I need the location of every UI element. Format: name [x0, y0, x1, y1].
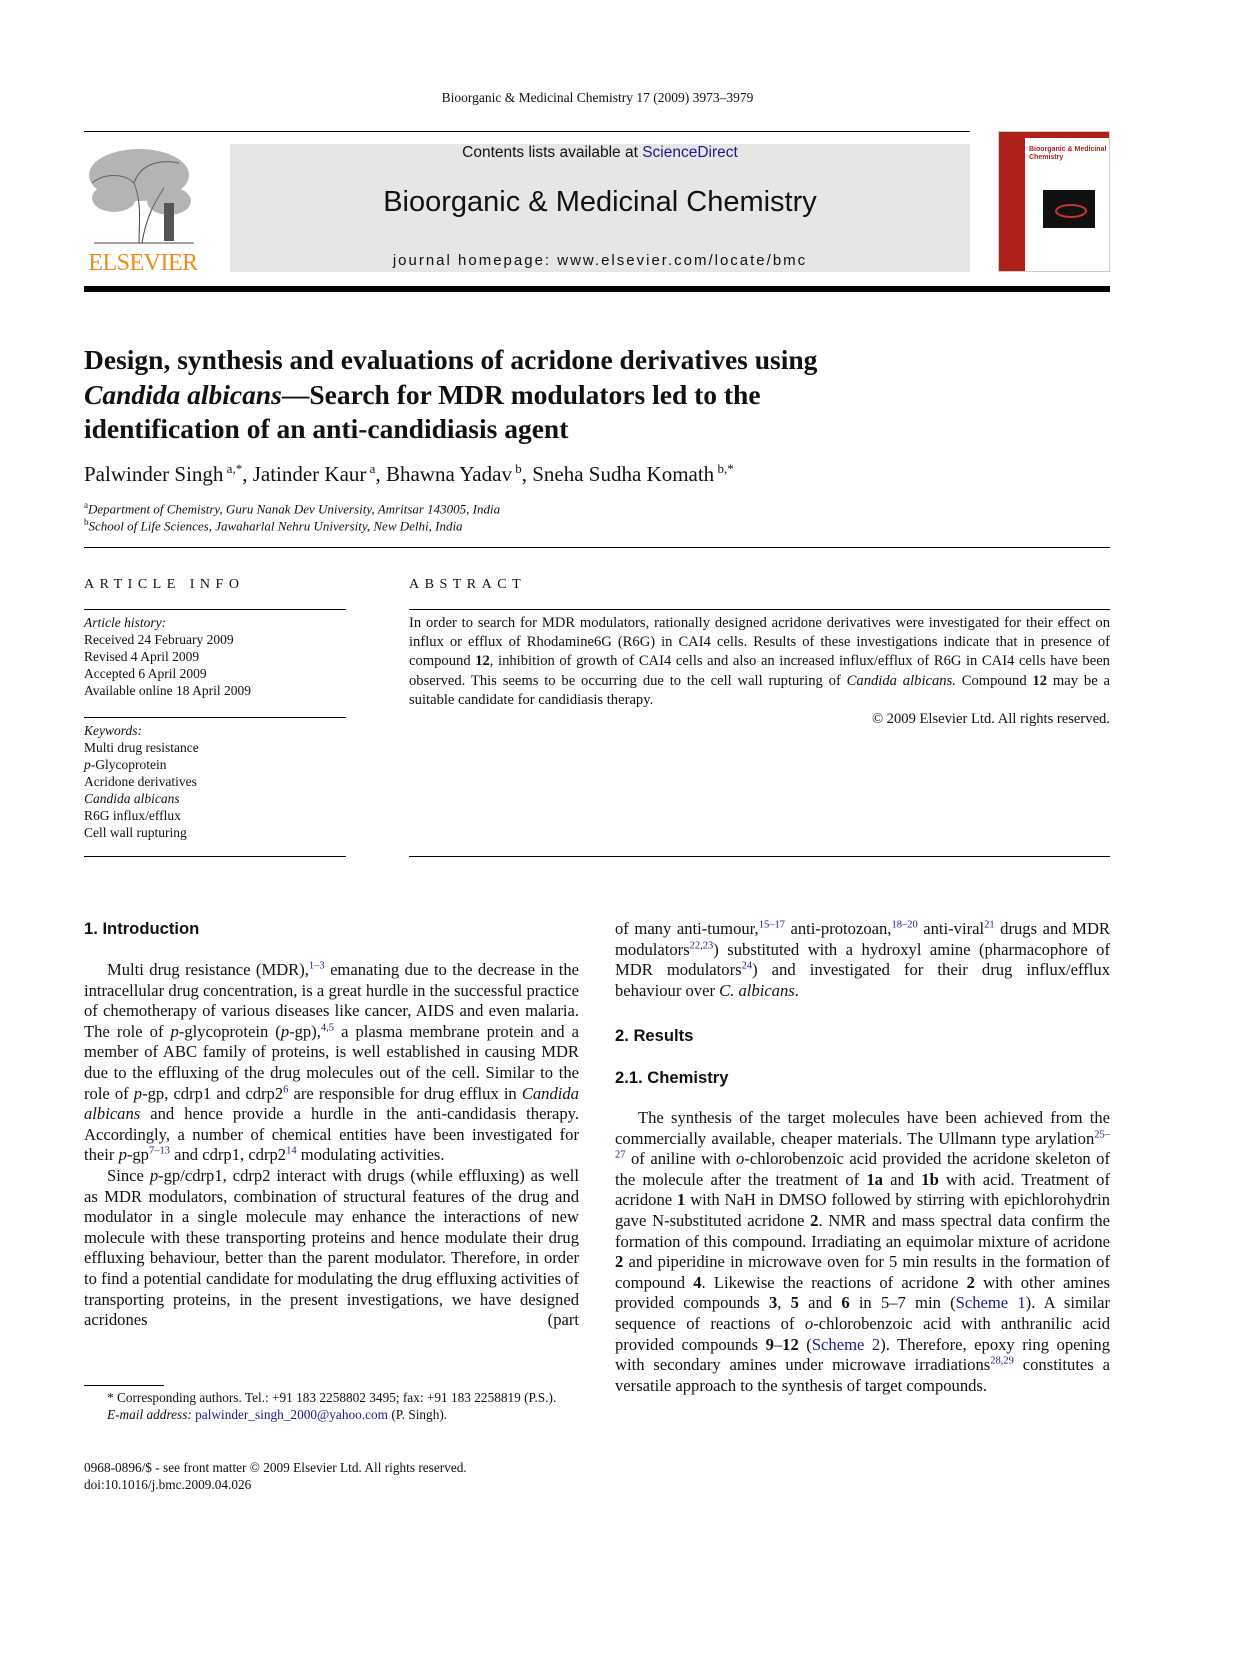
italic-run: p	[133, 1083, 143, 1103]
text-run: .	[794, 980, 799, 1000]
text-run: ) substituted with a hydroxyl amine (pharmacophore of MDR modulators	[615, 939, 1110, 980]
italic-run: o	[804, 1313, 814, 1333]
keyword	[84, 756, 199, 773]
aff-sup: b	[84, 517, 89, 527]
affiliation-b	[84, 517, 463, 534]
cover-title: Bioorganic & Medicinal Chemistry	[1029, 146, 1107, 161]
text-run: in 5–7 min (	[849, 1293, 956, 1313]
intro-heading: 1. Introduction	[84, 919, 200, 938]
italic-run: p	[170, 1021, 179, 1041]
text-run: Multi drug resistance (MDR),	[107, 960, 309, 979]
journal-homepage[interactable]: journal homepage: www.elsevier.com/locate/bmc	[392, 252, 808, 269]
text-run: anti-protozoan,	[784, 919, 892, 938]
divider	[84, 609, 346, 610]
journal-cover	[998, 131, 1110, 272]
chemistry-text	[615, 1108, 1110, 1396]
compound-number: 3	[768, 1293, 778, 1313]
top-rule	[84, 131, 970, 132]
text-run: . NMR and mass spectral data confirm the formation of this compound. Irradiating an equimolar mixture of acridone	[615, 1210, 1110, 1251]
issn: 0968-0896/$ - see front matter © 2009 Elsevier Ltd. All rights reserved.	[84, 1460, 467, 1475]
text-run: ). Therefore, epoxy ring opening with secondary amines under microwave irradiations	[615, 1334, 1110, 1375]
author-affiliation-sup: b,*	[714, 461, 734, 476]
compound-number: 2	[966, 1272, 975, 1292]
author-affiliation-sup: a,*	[223, 461, 243, 476]
history-entry: Accepted 6 April 2009	[84, 666, 207, 681]
italic-run: o	[736, 1149, 745, 1169]
text-run: -chlorobenzoic acid with anthranilic acid provided compounds	[615, 1313, 1110, 1354]
divider	[409, 609, 1110, 610]
author-affiliation-sup: a	[366, 461, 376, 476]
compound-number: 2	[810, 1210, 819, 1230]
history-label: Article history:	[84, 615, 167, 630]
divider	[84, 547, 1110, 548]
article-title	[84, 343, 984, 447]
citation-ref[interactable]: 14	[286, 1145, 297, 1157]
citation-ref[interactable]: 6	[283, 1084, 289, 1096]
text-run: ) and investigated for their drug influx/efflux behaviour over	[615, 960, 1110, 1000]
compound-number: 2	[615, 1252, 624, 1272]
title-italic: Candida albicans	[84, 378, 282, 410]
corresponding-footnote: * Corresponding authors. Tel.: +91 183 2258802 3495; fax: +91 183 2258819 (P.S.).	[107, 1390, 557, 1405]
author-list	[84, 461, 734, 487]
text-run: and piperidine in microwave oven for 5 min results in the formation of compound	[615, 1252, 1110, 1292]
text-run: and cdrp1, cdrp2	[169, 1145, 287, 1165]
text-run: The synthesis of the target molecules have been achieved from the commercially available, cheaper materials. The Ullmann type arylation	[615, 1108, 1110, 1148]
italic-run: p	[118, 1145, 127, 1165]
text-run: emanating due to the decrease in the intracellular drug concentration, is a great hurdle in the successful practice of chemotherapy of various diseases like cancer, AIDS and even malaria. The role of	[84, 960, 579, 1041]
copyright: © 2009 Elsevier Ltd. All rights reserved.	[871, 711, 1110, 728]
title-line: Design, synthesis and evaluations of acridone derivatives using	[84, 344, 818, 375]
article-info-heading: ARTICLE INFO	[84, 577, 245, 592]
text-run: of many anti-tumour,	[615, 919, 759, 938]
text-run: , inhibition of growth of CAI4 cells and also an increased influx/efflux of R6G in CAI4 cells have been observed. This seems to be occurring due to the cell wall rupturing of	[409, 653, 1110, 689]
italic-run: Candida albicans	[84, 1083, 579, 1124]
compound-number: 6	[841, 1293, 850, 1313]
divider	[84, 856, 346, 857]
text-run: Compound	[955, 672, 1033, 689]
text-run: with NaH in DMSO followed by stirring with epichlorohydrin gave N-substituted acridone	[615, 1190, 1110, 1230]
text-run: ). A similar sequence of reactions of	[615, 1293, 1111, 1333]
text-run: -gp/cdrp1, cdrp2 interact with drugs (while effluxing) as well as MDR modulators, combination of structural features of the drug and modulator in a single molecule may enhance the interactions of new molecule with these transporting proteins and hence modulate their drug effluxing behaviour, better than the parent modulator. Therefore, in order to find a potential candidate for modulating the drug effluxing activities of transporting proteins, in the present investigations, we have designed acridones (part	[84, 1165, 580, 1330]
aff-sup: a	[84, 500, 88, 510]
citation-ref[interactable]: 1–3	[308, 960, 325, 972]
paragraph	[84, 1166, 579, 1331]
author-affiliation-sup: b	[511, 461, 522, 476]
separator: ,	[521, 462, 533, 486]
aff-text: School of Life Sciences, Jawaharlal Nehru University, New Delhi, India	[88, 518, 463, 534]
text-run: –	[773, 1334, 783, 1354]
text-run: (	[798, 1334, 812, 1354]
abstract-body	[409, 614, 1110, 729]
journal-title: Bioorganic & Medicinal Chemistry	[383, 186, 817, 218]
scheme-link[interactable]: Scheme 1	[955, 1293, 1026, 1313]
compound-number: 9	[765, 1334, 774, 1354]
running-header: Bioorganic & Medicinal Chemistry 17 (2009) 3973–3979	[441, 90, 754, 105]
text-run: constitutes a versatile approach to the synthesis of target compounds.	[615, 1355, 1110, 1395]
footnotes	[84, 1389, 579, 1423]
contents-line	[230, 144, 970, 162]
separator: ,	[242, 462, 253, 486]
text-run: and	[882, 1169, 922, 1189]
citation-ref[interactable]: 28,29	[990, 1355, 1014, 1367]
text-run: -glycoprotein (	[178, 1021, 281, 1041]
italic-run: p	[84, 757, 91, 772]
text-run: Since	[107, 1165, 150, 1185]
history-entry: Available online 18 April 2009	[84, 683, 251, 698]
chemistry-heading: 2.1. Chemistry	[615, 1068, 729, 1087]
article-history	[84, 614, 251, 699]
paragraph	[615, 1108, 1110, 1396]
italic-run: p	[280, 1021, 290, 1041]
elsevier-logo	[84, 143, 202, 276]
text-run: In order to search for MDR modulators, rationally designed acridone derivatives were investigated for their effect on influx or efflux of Rhodamine6G (R6G) in CAI4 cells. Results of these investigations indicate that in presence of compound	[409, 615, 1110, 670]
text-run: a plasma membrane protein and a member of ABC family of proteins, is well established in causing MDR due to the effluxing of the drug molecules out of the cell. Similar to the role of	[84, 1021, 579, 1103]
keyword	[84, 790, 199, 807]
title-rest: —Search for MDR modulators led to the	[281, 378, 761, 410]
text-run: ,	[777, 1293, 791, 1313]
compound-number: 12	[475, 653, 490, 670]
email-link[interactable]: palwinder_singh_2000@yahoo.com	[195, 1407, 388, 1422]
history-entry: Revised 4 April 2009	[84, 649, 200, 664]
text-run: are responsible for drug efflux in	[288, 1083, 522, 1103]
author-name[interactable]: Jatinder Kaur	[252, 462, 367, 486]
text-run: -gp	[126, 1145, 149, 1165]
compound-number: 12	[782, 1334, 799, 1354]
text-run: . Likewise the reactions of acridone	[701, 1272, 967, 1292]
text-run: modulating activities.	[296, 1145, 445, 1165]
text-run: -Glycoprotein	[90, 757, 167, 772]
keyword	[84, 739, 199, 756]
title-line: identification of an anti-candidiasis agent	[84, 413, 569, 444]
citation-ref[interactable]: 24	[741, 960, 753, 972]
results-heading: 2. Results	[615, 1026, 694, 1045]
aff-text: Department of Chemistry, Guru Nanak Dev University, Amritsar 143005, India	[88, 501, 501, 517]
bottom-info	[84, 1459, 467, 1493]
email-label: E-mail address:	[107, 1407, 196, 1422]
header-thick-rule	[84, 286, 1110, 292]
text-run: may be a suitable candidate for candidiasis therapy.	[409, 672, 1111, 708]
citation-ref[interactable]: 18–20	[891, 919, 918, 931]
italic-run: Candida albicans	[84, 791, 180, 806]
divider	[409, 856, 1110, 857]
compound-number: 5	[790, 1293, 799, 1313]
title-line	[84, 378, 984, 413]
text-run: with acid. Treatment of acridone	[615, 1169, 1110, 1210]
compound-number: 4	[693, 1272, 702, 1292]
italic-run: Candida albicans.	[846, 672, 956, 689]
italic-run: C. albicans	[719, 980, 795, 1000]
text-run: anti-viral	[917, 919, 985, 938]
compound-number: 1	[677, 1190, 686, 1210]
elsevier-wordmark: ELSEVIER	[88, 250, 198, 276]
separator: ,	[375, 462, 386, 486]
cover-image	[1043, 190, 1095, 228]
compound-number: 12	[1032, 672, 1048, 689]
author-name[interactable]: Sneha Sudha Komath	[532, 462, 715, 486]
citation-ref[interactable]: 15–17	[758, 919, 785, 931]
abstract-heading: ABSTRACT	[409, 577, 527, 592]
text-run: -gp),	[289, 1021, 321, 1041]
scheme-link[interactable]: Scheme 2	[811, 1334, 881, 1354]
text-run: with other amines provided compounds	[615, 1272, 1111, 1313]
text-run: drugs and MDR modulators	[615, 919, 1110, 959]
keywords-label: Keywords:	[84, 723, 142, 738]
email-footnote	[84, 1406, 579, 1423]
text-run: Acridone derivatives	[84, 774, 197, 789]
keyword	[84, 773, 199, 790]
keyword	[84, 824, 199, 841]
history-entry: Received 24 February 2009	[84, 632, 234, 647]
footnote-rule	[84, 1385, 164, 1386]
paragraph	[84, 960, 579, 1166]
text-run: -chlorobenzoic acid provided the acridone skeleton of the molecule after the treatment of	[615, 1149, 1111, 1189]
compound-number: 1b	[921, 1169, 939, 1189]
intro-text	[84, 960, 579, 1331]
text-run: Cell wall rupturing	[84, 825, 187, 840]
citation-ref[interactable]: 7–13	[148, 1145, 170, 1157]
author-name[interactable]: Palwinder Singh	[84, 462, 224, 486]
affiliation-a	[84, 500, 500, 517]
citation-ref[interactable]: 25–27	[615, 1129, 1110, 1161]
paragraph	[615, 919, 1110, 1001]
text-run: Multi drug resistance	[84, 740, 199, 755]
text-run: -gp, cdrp1 and cdrp2	[142, 1083, 284, 1103]
author-name[interactable]: Bhawna Yadav	[385, 462, 512, 486]
contents-prefix: Contents lists available at	[462, 144, 643, 161]
italic-run: p	[149, 1165, 159, 1185]
doi: doi:10.1016/j.bmc.2009.04.026	[84, 1477, 252, 1492]
journal-banner	[230, 144, 970, 272]
sciencedirect-link[interactable]: ScienceDirect	[642, 144, 738, 161]
tree-icon	[84, 143, 202, 248]
email-suffix: (P. Singh).	[388, 1407, 448, 1422]
keywords	[84, 722, 199, 841]
intro-text-continued	[615, 919, 1110, 1001]
text-run: and hence provide a hurdle in the anti-candidasis therapy. Accordingly, a number of chemical entities have been investigated for their	[84, 1104, 579, 1165]
divider	[84, 717, 346, 718]
keyword	[84, 807, 199, 824]
citation-ref[interactable]: 21	[984, 919, 995, 931]
citation-ref[interactable]: 4,5	[320, 1022, 335, 1034]
text-run: and	[798, 1293, 842, 1313]
text-run: R6G influx/efflux	[84, 808, 181, 823]
citation-ref[interactable]: 22,23	[689, 940, 714, 952]
text-run: of aniline with	[625, 1149, 737, 1169]
compound-number: 1a	[866, 1169, 883, 1189]
